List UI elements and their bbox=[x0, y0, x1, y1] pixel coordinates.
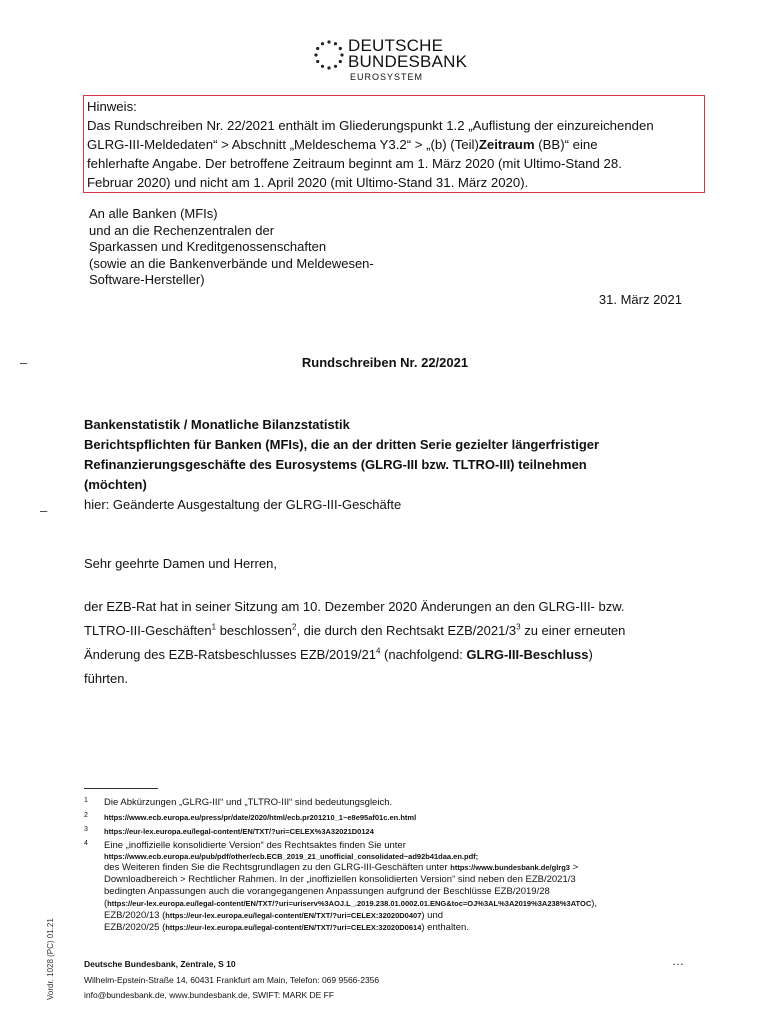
eu-stars-icon bbox=[312, 38, 346, 72]
footnote-link[interactable]: https://eur-lex.europa.eu/legal-content/EN/TXT/?uri=CELEX:32020D0614 bbox=[165, 923, 422, 932]
notice-line: fehlerhafte Angabe. Der betroffene Zeitraum beginnt am 1. März 2020 (mit Ultimo-Stand 28. bbox=[87, 156, 622, 171]
notice-line: Februar 2020) und nicht am 1. April 2020 (mit Ultimo-Stand 31. März 2020). bbox=[87, 175, 529, 190]
footnote-link[interactable]: https://eur-lex.europa.eu/legal-content/EN/TXT/?uri=CELEX:32020D0407 bbox=[165, 911, 422, 920]
letter-footer: Deutsche Bundesbank, Zentrale, S 10 Wilhelm-Epstein-Straße 14, 60431 Frankfurt am Main, Telefon: 069 9566-2356 info@bundesbank.de, www.bundesbank.de, SWIFT: MARK DE FF bbox=[84, 959, 380, 1000]
footnote-link[interactable]: https://eur-lex.europa.eu/legal-content/EN/TXT/?uri=uriserv%3AOJ.L_.2019.238.01.0002.01.ENG&toc=OJ%3AL%3A2019%3A238%3ATOC bbox=[107, 899, 592, 908]
salutation: Sehr geehrte Damen und Herren, bbox=[84, 556, 277, 571]
body-paragraph: der EZB-Rat hat in seiner Sitzung am 10. Dezember 2020 Änderungen an den GLRG-III- bzw. TLTRO-III-Geschäften$^1$ beschlossen$^2$, die durch den Rechtsakt EZB/$2021/3^3$ zu einer erneuten Änderung des EZB-Ratsbeschlusses EZB/$2019/21^4$ (nachfolgend: GLRG-III-Beschluss) führten. bbox=[84, 599, 626, 686]
footnote-link[interactable]: https://www.bundesbank.de/glrg3 bbox=[450, 863, 570, 872]
footnote-link[interactable]: https://www.ecb.europa.eu/press/pr/date/2020/html/ecb.pr201210_1~e8e95af01c.en.html bbox=[104, 813, 417, 822]
footnote-link[interactable]: https://eur-lex.europa.eu/legal-content/EN/TXT/?uri=CELEX%3A32021D0124 bbox=[104, 827, 374, 836]
document-title: Rundschreiben Nr. 22/2021 bbox=[301, 355, 469, 370]
notice-box bbox=[83, 95, 705, 193]
subject-block: Bankenstatistik / Monatliche Bilanzstatistik Berichtspflichten für Banken (MFIs), die an der dritten Serie gezielter längerfristiger Refinanzierungsgeschäfte des Eurosystems (GLRG-III bzw. TLTRO-III) teilnehmen (möchten) hier: Geänderte Ausgestaltung der GLRG-III-Geschäfte bbox=[84, 417, 600, 512]
fold-mark: – bbox=[20, 355, 28, 370]
notice-heading: Hinweis: bbox=[87, 99, 137, 114]
bundesbank-logo bbox=[312, 38, 482, 86]
notice-line: GLRG-III-Meldedaten“ > Abschnitt „Meldeschema Y3.2“ > „(b) (Teil)Zeitraum (BB)“ eine bbox=[87, 137, 598, 152]
logo-subtitle: EUROSYSTEM bbox=[350, 72, 424, 82]
recipient-address: An alle Banken (MFIs) und an die Rechenzentralen der Sparkassen und Kreditgenossenschaften (sowie an die Bankenverbände und Meldewesen- Software-Hersteller) bbox=[89, 206, 374, 287]
letter-date: 31. März 2021 bbox=[598, 292, 682, 307]
form-number: Vordr. 1028 (PC) 01.21 bbox=[46, 918, 55, 1000]
notice-line: Das Rundschreiben Nr. 22/2021 enthält im Gliederungspunkt 1.2 „Auflistung der einzureichenden bbox=[87, 118, 654, 133]
continuation-mark: … bbox=[672, 954, 684, 968]
footnote-divider bbox=[84, 788, 158, 789]
logo-wordmark: DEUTSCHE BUNDESBANK bbox=[348, 36, 468, 71]
fold-mark: – bbox=[40, 503, 48, 518]
footnote-4-continued: des Weiteren finden Sie die Rechtsgrundlagen zu den GLRG-III-Geschäften unter https://www.bundesbank.de/glrg3 > Downloadbereich > Rechtlicher Rahmen. In der „inoffiziellen konsolidierten Version“ sind neben den EZB/2021/3 bedingten Anpassungen auch die vorangegangenen Anpassungen aufgrund der Beschlüsse EZB/2019/28 (https://eur-lex.europa.eu/legal-content/EN/TXT/?uri=uriserv%3AOJ.L_.2019.238.01.0002.01.ENG&toc=OJ%3AL%3A2019%3A238%3ATOC), EZB/2020/13 (https://eur-lex.europa.eu/legal-content/EN/TXT/?uri=CELEX:32020D0407) und EZB/2020/25 (https://eur-lex.europa.eu/legal-content/EN/TXT/?uri=CELEX:32020D0614) enthalten. bbox=[104, 862, 598, 933]
